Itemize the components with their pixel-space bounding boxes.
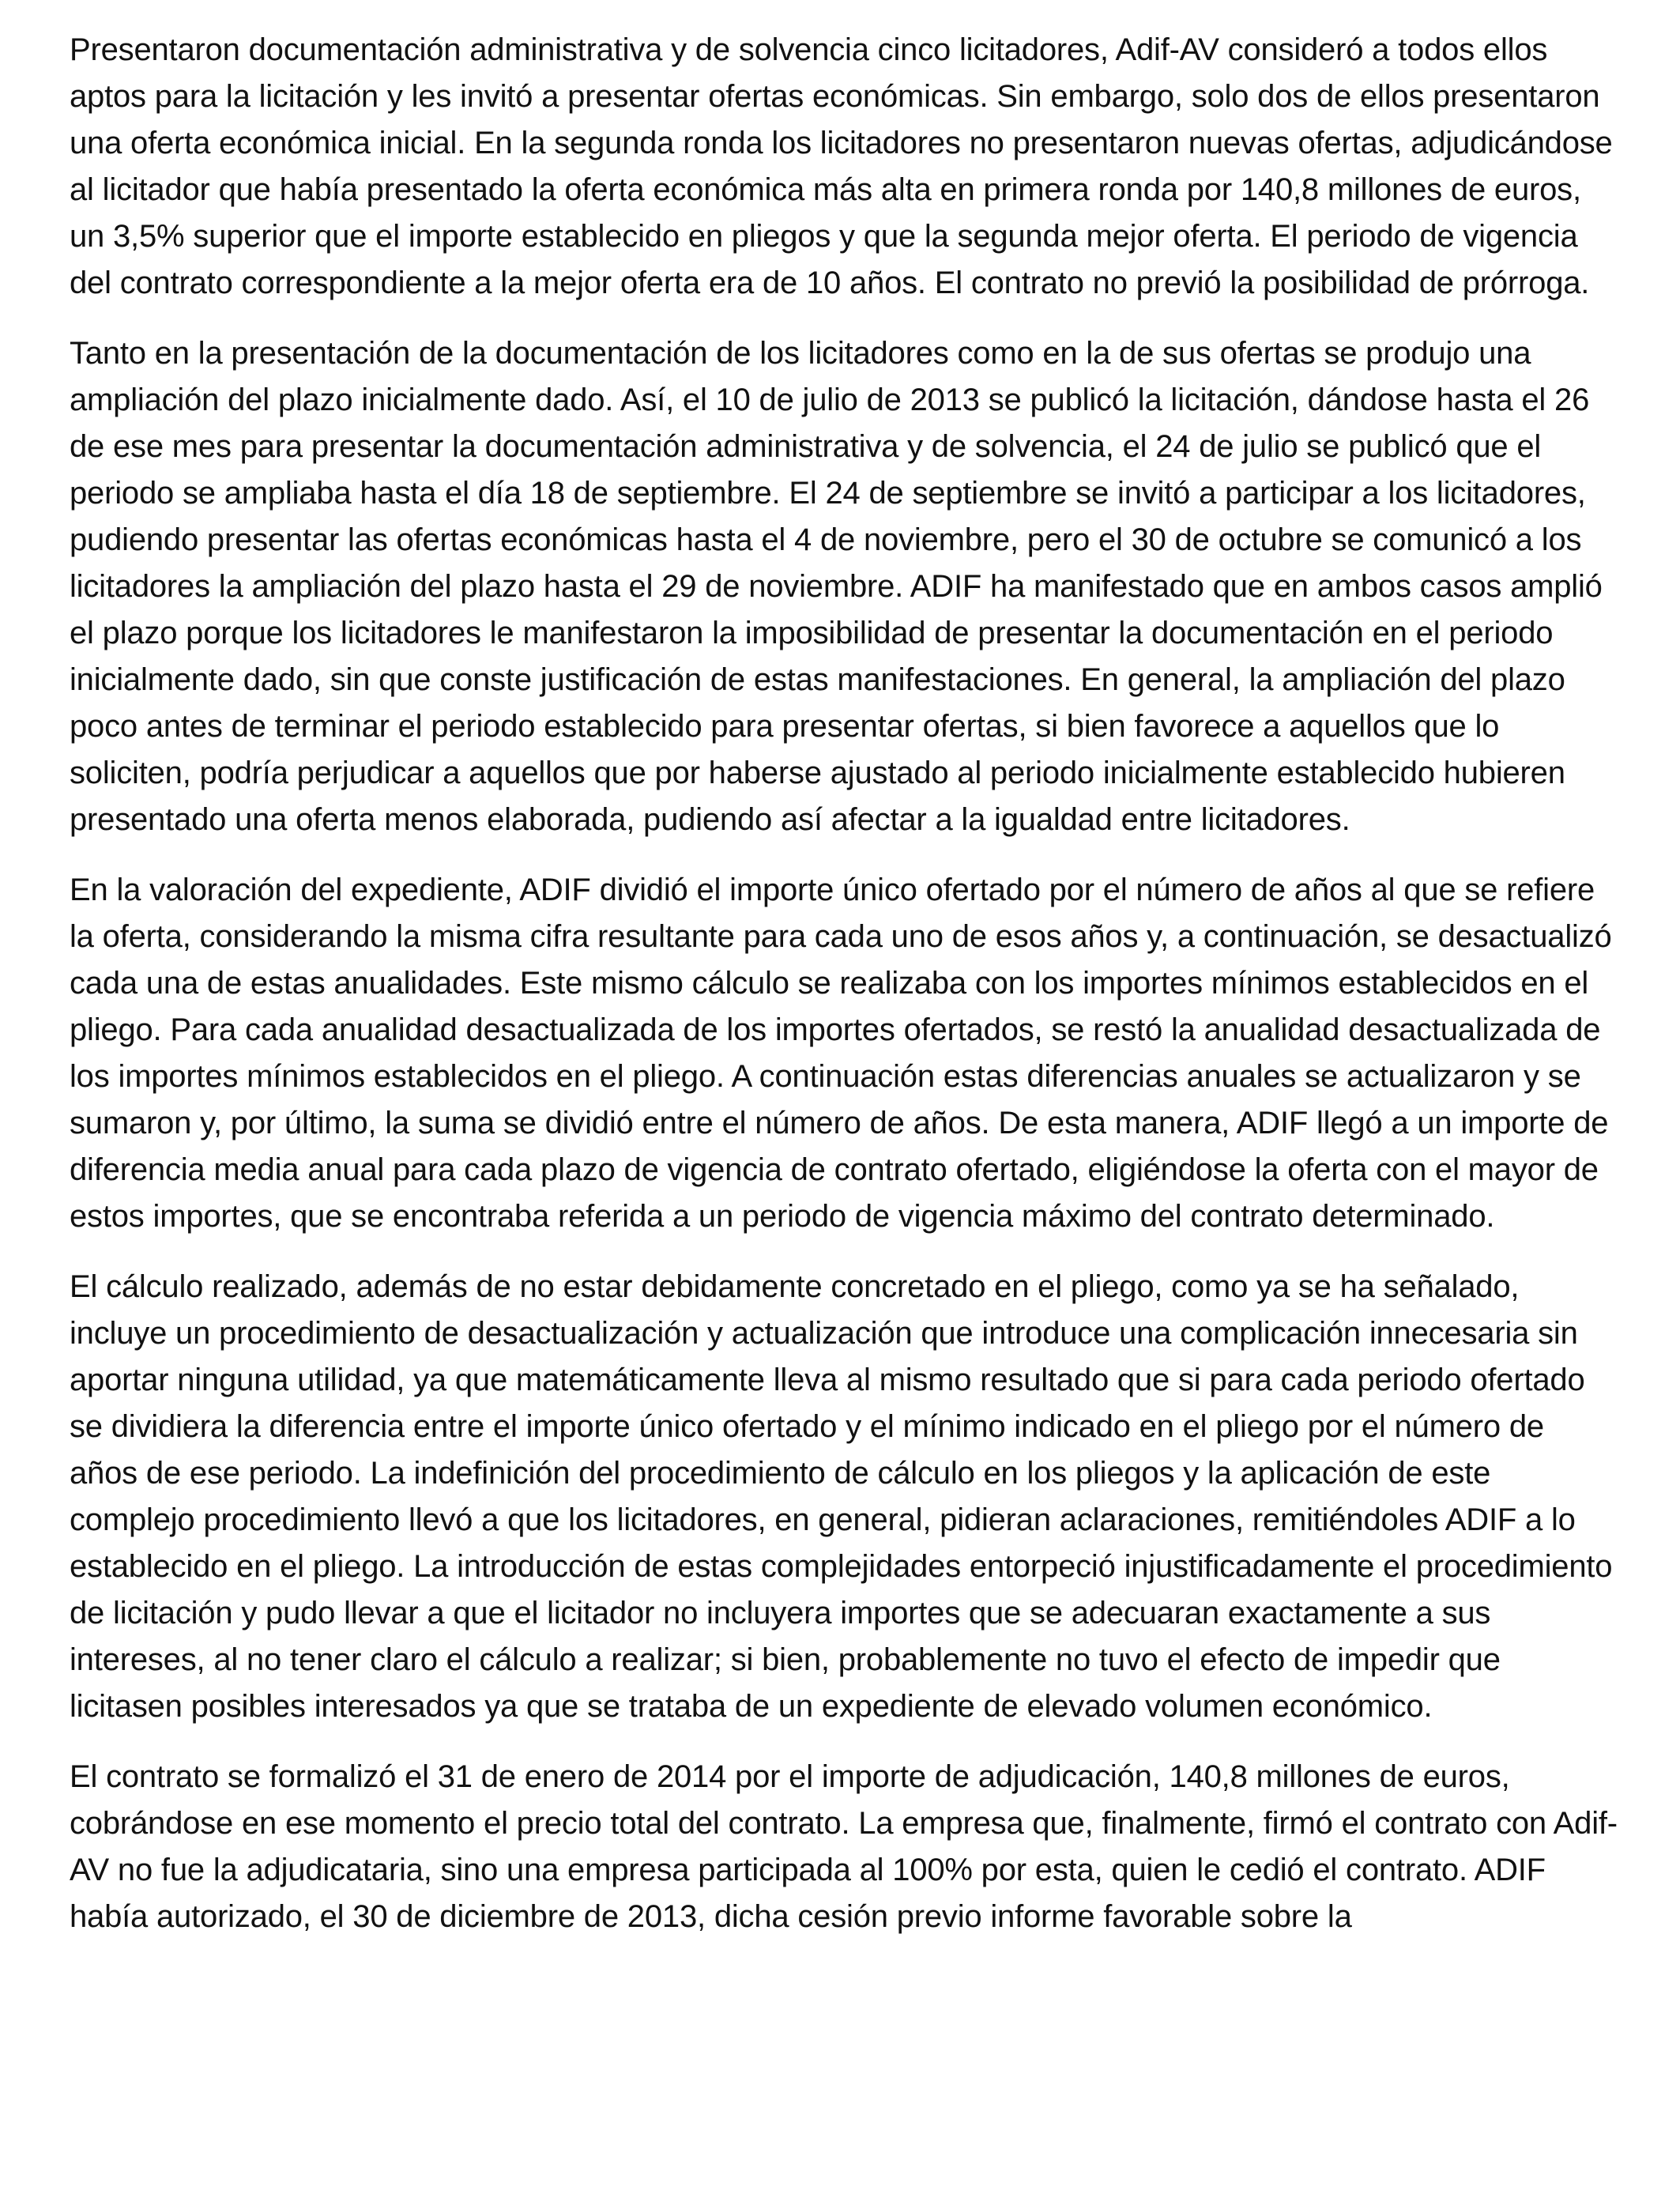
paragraph-5: El contrato se formalizó el 31 de enero de 2014 por el importe de adjudicación, 140,8 millones de euros, cobrándose en ese momento el precio total del contrato. La empresa que, finalmente, firmó el contrato con Adif-AV no fue la adjudicataria, sino una empresa participada al 100% por esta, quien le cedió el contrato. ADIF había autorizado, el 30 de diciembre de 2013, dicha cesión previo informe favorable sobre la [70,1759,1618,1934]
paragraph-1: Presentaron documentación administrativa y de solvencia cinco licitadores, Adif-AV consideró a todos ellos aptos para la licitación y les invitó a presentar ofertas económicas. Sin embargo, solo dos de ellos presentaron una oferta económica inicial. En la segunda ronda los licitadores no presentaron nuevas ofertas, adjudicándose al licitador que había presentado la oferta económica más alta en primera ronda por 140,8 millones de euros, un 3,5% superior que el importe establecido en pliegos y que la segunda mejor oferta. El periodo de vigencia del contrato correspondiente a la mejor oferta era de 10 años. El contrato no previó la posibilidad de prórroga. [70,32,1613,300]
document-page [70,27,1618,1964]
paragraph-2: Tanto en la presentación de la documentación de los licitadores como en la de sus ofertas se produjo una ampliación del plazo inicialmente dado. Así, el 10 de julio de 2013 se publicó la licitación, dándose hasta el 26 de ese mes para presentar la documentación administrativa y de solvencia, el 24 de julio se publicó que el periodo se ampliaba hasta el día 18 de septiembre. El 24 de septiembre se invitó a participar a los licitadores, pudiendo presentar las ofertas económicas hasta el 4 de noviembre, pero el 30 de octubre se comunicó a los licitadores la ampliación del plazo hasta el 29 de noviembre. ADIF ha manifestado que en ambos casos amplió el plazo porque los licitadores le manifestaron la imposibilidad de presentar la documentación en el periodo inicialmente dado, sin que conste justificación de estas manifestaciones. En general, la ampliación del plazo poco antes de terminar el periodo establecido para presentar ofertas, si bien favorece a aquellos que lo soliciten, podría perjudicar a aquellos que por haberse ajustado al periodo inicialmente establecido hubieren presentado una oferta menos elaborada, pudiendo así afectar a la igualdad entre licitadores. [70,336,1603,837]
paragraph-3: En la valoración del expediente, ADIF dividió el importe único ofertado por el número de años al que se refiere la oferta, considerando la misma cifra resultante para cada uno de esos años y, a continuación, se desactualizó cada una de estas anualidades. Este mismo cálculo se realizaba con los importes mínimos establecidos en el pliego. Para cada anualidad desactualizada de los importes ofertados, se restó la anualidad desactualizada de los importes mínimos establecidos en el pliego. A continuación estas diferencias anuales se actualizaron y se sumaron y, por último, la suma se dividió entre el número de años. De esta manera, ADIF llegó a un importe de diferencia media anual para cada plazo de vigencia de contrato ofertado, eligiéndose la oferta con el mayor de estos importes, que se encontraba referida a un periodo de vigencia máximo del contrato determinado. [70,873,1612,1234]
paragraph-4: El cálculo realizado, además de no estar debidamente concretado en el pliego, como ya se ha señalado, incluye un procedimiento de desactualización y actualización que introduce una complicación innecesaria sin aportar ninguna utilidad, ya que matemáticamente lleva al mismo resultado que si para cada periodo ofertado se dividiera la diferencia entre el importe único ofertado y el mínimo indicado en el pliego por el número de años de ese periodo. La indefinición del procedimiento de cálculo en los pliegos y la aplicación de este complejo procedimiento llevó a que los licitadores, en general, pidieran aclaraciones, remitiéndoles ADIF a lo establecido en el pliego. La introducción de estas complejidades entorpeció injustificadamente el procedimiento de licitación y pudo llevar a que el licitador no incluyera importes que se adecuaran exactamente a sus intereses, al no tener claro el cálculo a realizar; si bien, probablemente no tuvo el efecto de impedir que licitasen posibles interesados ya que se trataba de un expediente de elevado volumen económico. [70,1269,1613,1724]
